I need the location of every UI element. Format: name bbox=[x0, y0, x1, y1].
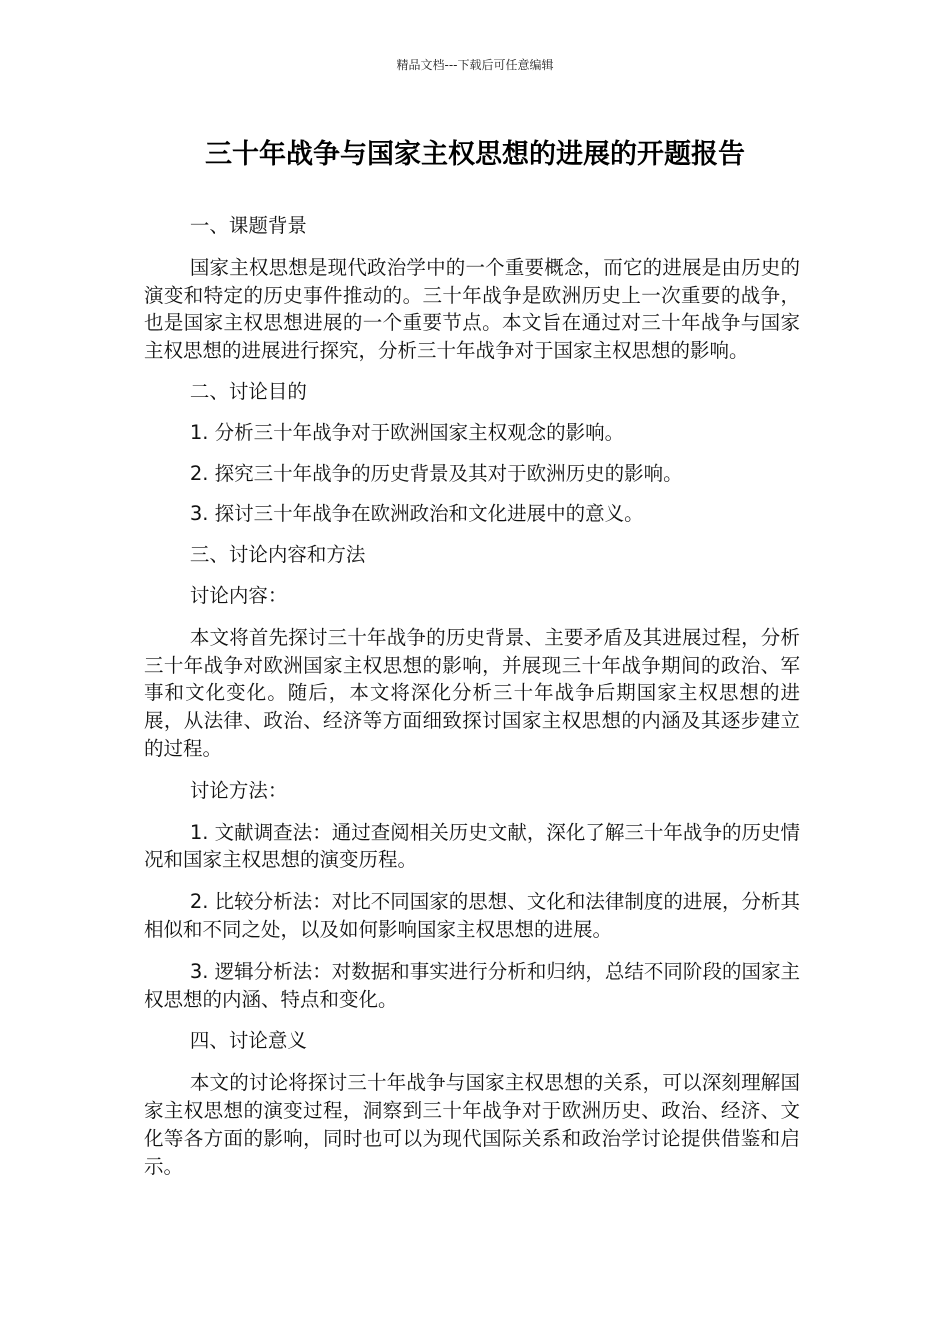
document-body bbox=[144, 212, 800, 1180]
paragraph-significance: 本文的讨论将探讨三十年战争与国家主权思想的关系，可以深刻理解国家主权思想的演变过程，洞察到三十年战争对于欧洲历史、政治、经济、文化等各方面的影响，同时也可以为现代国际关系和政治学讨论提供借鉴和启示。 bbox=[144, 1071, 800, 1178]
method-item-1: 1. 文献调查法：通过查阅相关历史文献，深化了解三十年战争的历史情况和国家主权思想的演变历程。 bbox=[144, 820, 800, 872]
section-heading-content-methods: 三、讨论内容和方法 bbox=[189, 543, 366, 567]
subheading-methods: 讨论方法： bbox=[189, 778, 288, 802]
subheading-content: 讨论内容： bbox=[189, 583, 288, 607]
section-heading-background: 一、课题背景 bbox=[189, 214, 307, 237]
page-header-note: 精品文档---下载后可任意编辑 bbox=[396, 58, 554, 72]
paragraph-content: 本文将首先探讨三十年战争的历史背景、主要矛盾及其进展过程，分析三十年战争对欧洲国家主权思想的影响，并展现三十年战争期间的政治、军事和文化变化。随后，本文将深化分析三十年战争后期国家主权思想的进展，从法律、政治、经济等方面细致探讨国家主权思想的内涵及其逐步建立的过程。 bbox=[144, 625, 800, 760]
purpose-item-1: 1. 分析三十年战争对于欧洲国家主权观念的影响。 bbox=[189, 420, 625, 444]
document-title: 三十年战争与国家主权思想的进展的开题报告 bbox=[205, 139, 745, 170]
method-item-2: 2. 比较分析法：对比不同国家的思想、文化和法律制度的进展，分析其相似和不同之处，以及如何影响国家主权思想的进展。 bbox=[144, 890, 800, 941]
method-item-3: 3. 逻辑分析法：对数据和事实进行分析和归纳，总结不同阶段的国家主权思想的内涵、特点和变化。 bbox=[144, 959, 800, 1011]
purpose-item-3: 3. 探讨三十年战争在欧洲政治和文化进展中的意义。 bbox=[189, 502, 644, 526]
purpose-item-2: 2. 探究三十年战争的历史背景及其对于欧洲历史的影响。 bbox=[189, 461, 683, 485]
paragraph-background: 国家主权思想是现代政治学中的一个重要概念，而它的进展是由历史的演变和特定的历史事件推动的。三十年战争是欧洲历史上一次重要的战争，也是国家主权思想进展的一个重要节点。本文旨在通过对三十年战争与国家主权思想的进展进行探究，分析三十年战争对于国家主权思想的影响。 bbox=[144, 255, 800, 363]
section-heading-significance: 四、讨论意义 bbox=[189, 1029, 307, 1053]
section-heading-purpose: 二、讨论目的 bbox=[189, 379, 307, 403]
